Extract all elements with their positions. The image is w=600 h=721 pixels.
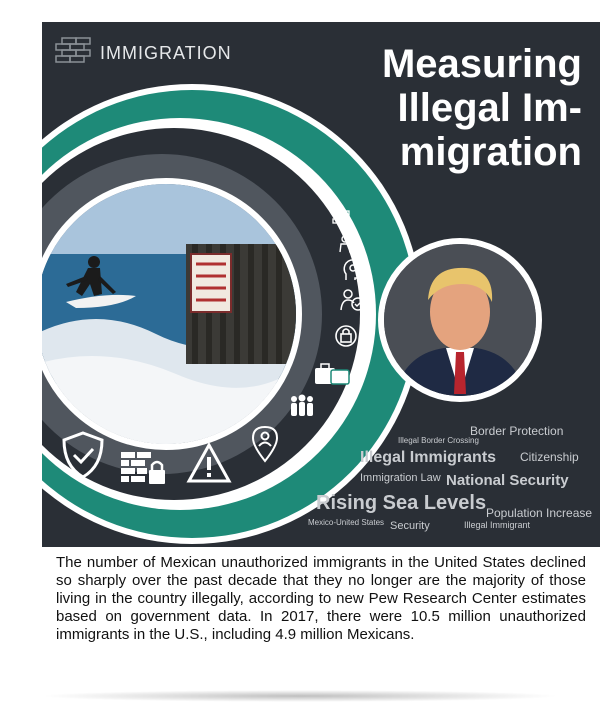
person-check-icon bbox=[340, 288, 366, 312]
shield-check-icon bbox=[60, 430, 106, 480]
headline-line-3: migration bbox=[399, 130, 582, 174]
man-in-suit-portrait bbox=[378, 238, 542, 402]
word-border-protection: Border Protection bbox=[470, 424, 564, 438]
poster-card bbox=[42, 22, 600, 547]
word-citizenship: Citizenship bbox=[520, 450, 579, 464]
word-mexico-united-states: Mexico-United States bbox=[308, 518, 385, 527]
drop-shadow bbox=[40, 690, 560, 702]
surfer-border-wall-photo bbox=[42, 178, 302, 450]
word-population-increase: Population Increase bbox=[486, 506, 593, 520]
word-illegal-border-crossing: Illegal Border Crossing bbox=[398, 436, 479, 445]
headline-line-1: Measuring bbox=[381, 42, 582, 86]
word-security: Security bbox=[390, 520, 430, 532]
word-immigration-law: Immigration Law bbox=[360, 472, 441, 484]
brand-label: IMMIGRATION bbox=[100, 43, 232, 63]
suitcase-icon bbox=[314, 362, 350, 386]
headline-line-2: Illegal Im- bbox=[397, 86, 582, 130]
lock-icon bbox=[334, 322, 358, 348]
word-rising-sea-levels: Rising Sea Levels bbox=[316, 492, 487, 514]
head-gear-icon bbox=[342, 258, 364, 282]
worker-icon bbox=[338, 234, 360, 254]
wall-lock-icon bbox=[120, 450, 168, 488]
brick-wall-icon bbox=[332, 210, 350, 224]
group-icon bbox=[288, 394, 316, 418]
location-person-icon bbox=[250, 424, 280, 464]
article-body: The number of Mexican unauthorized immigrants in the United States declined so sharply over the past decade that they no longer are the majority of those living in the country illegally, according to new Pew Research Center estimates based on government data. In 2017, there were 10.5 million unauthorized immigrants in the U.S., including 4.9 million Mexicans. bbox=[56, 554, 586, 643]
word-illegal-immigrant: Illegal Immigrant bbox=[464, 520, 531, 530]
warning-icon bbox=[186, 442, 232, 484]
word-national-security: National Security bbox=[446, 472, 569, 489]
word-illegal-immigrants: Illegal Immigrants bbox=[360, 449, 497, 466]
